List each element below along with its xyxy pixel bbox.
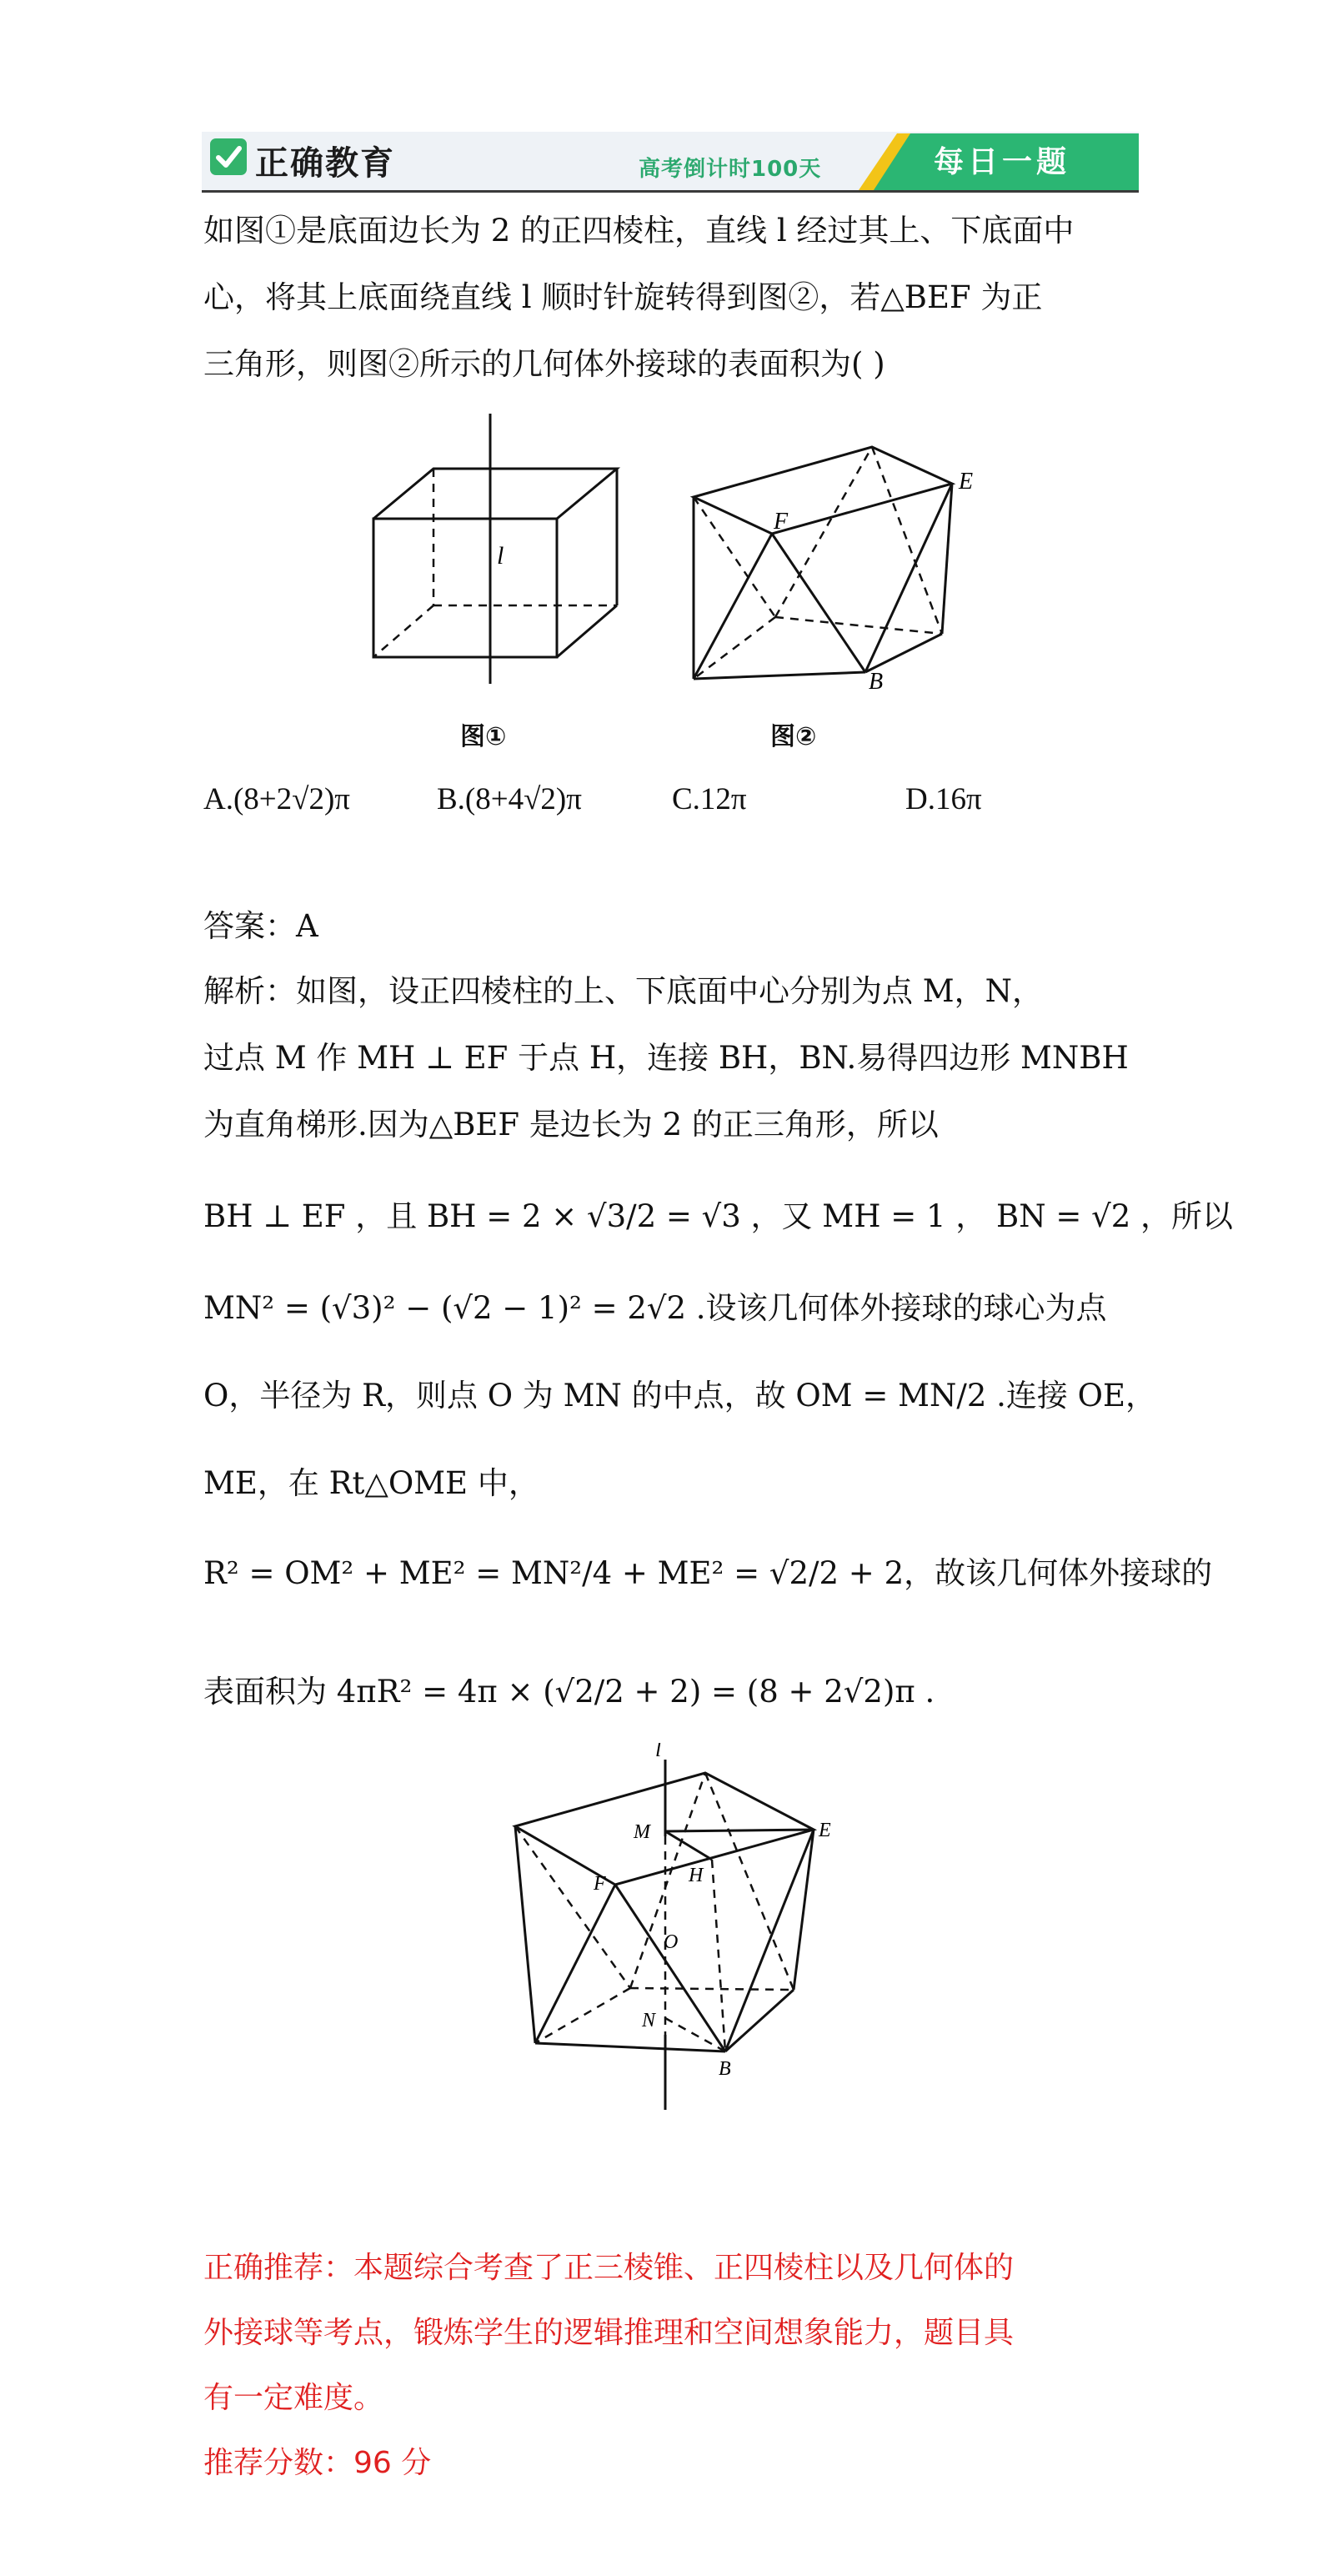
question-line-2: 心，将其上底面绕直线 l 顺时针旋转得到图②，若△BEF 为正 — [203, 279, 1043, 315]
fig3-label-m: M — [634, 1821, 650, 1843]
answer: 答案：A — [203, 908, 318, 944]
fig2-label-b: B — [869, 669, 884, 695]
fig3-label-l: l — [655, 1743, 662, 1761]
analysis-line-3: 为直角梯形.因为△BEF 是边长为 2 的正三角形，所以 — [203, 1107, 939, 1142]
recommendation-line-1: 正确推荐：本题综合考查了正三棱锥、正四棱柱以及几何体的 — [203, 2251, 1015, 2285]
fig2-label-f: F — [774, 509, 789, 535]
option-b: B.(8+4√2)π — [437, 782, 582, 816]
fig3-label-o: O — [664, 1931, 679, 1953]
analysis-line-7: ME，在 Rt△OME 中， — [203, 1465, 539, 1501]
countdown-label: 高考倒计时100天 — [639, 157, 822, 182]
brand-name: 正确教育 — [255, 144, 395, 183]
figure-3-solution — [500, 1743, 850, 2110]
recommendation-score: 推荐分数：96 分 — [203, 2446, 432, 2480]
figure-1-caption: 图① — [460, 722, 507, 751]
fig1-label-l: l — [497, 542, 504, 570]
analysis-line-5: MN² = (√3)² − (√2 − 1)² = 2√2 .设该几何体外接球的球心为点 — [203, 1290, 1107, 1326]
fig3-label-n: N — [642, 2010, 656, 2031]
recommendation-line-3: 有一定难度。 — [203, 2381, 384, 2415]
option-a: A.(8+2√2)π — [203, 782, 350, 816]
analysis-line-6: O，半径为 R，则点 O 为 MN 的中点，故 OM = MN/2 .连接 OE， — [203, 1378, 1156, 1414]
option-c: C.12π — [672, 782, 747, 816]
option-d: D.16π — [905, 782, 982, 816]
analysis-line-8: R² = OM² + ME² = MN²/4 + ME² = √2/2 + 2，故该几何体外接球的 — [203, 1555, 1213, 1591]
fig3-label-h: H — [689, 1865, 704, 1886]
header-divider — [202, 190, 1139, 193]
analysis-line-1: 解析：如图，设正四棱柱的上、下底面中心分别为点 M，N， — [203, 973, 1044, 1009]
recommendation-line-2: 外接球等考点，锻炼学生的逻辑推理和空间想象能力，题目具 — [203, 2316, 1015, 2350]
check-icon — [210, 138, 247, 175]
question-line-3: 三角形，则图②所示的几何体外接球的表面积为( ) — [203, 346, 885, 382]
fig2-label-e: E — [959, 469, 974, 495]
question-line-1: 如图①是底面边长为 2 的正四棱柱，直线 l 经过其上、下底面中 — [203, 213, 1075, 249]
figure-2-antiprism — [684, 434, 984, 700]
analysis-line-9: 表面积为 4πR² = 4π × (√2/2 + 2) = (8 + 2√2)π . — [203, 1674, 935, 1710]
figure-2-caption: 图② — [770, 722, 817, 751]
analysis-line-4: BH ⊥ EF ，且 BH = 2 × √3/2 = √3 ，又 MH = 1 ， BN = √2 ，所以 — [203, 1198, 1234, 1234]
figure-1-prism — [358, 409, 634, 684]
fig3-label-f: F — [594, 1873, 606, 1895]
analysis-line-2: 过点 M 作 MH ⊥ EF 于点 H，连接 BH，BN.易得四边形 MNBH — [203, 1040, 1129, 1076]
fig3-label-e: E — [819, 1820, 831, 1841]
fig3-label-b: B — [719, 2058, 731, 2080]
daily-title: 每日一题 — [934, 145, 1071, 179]
